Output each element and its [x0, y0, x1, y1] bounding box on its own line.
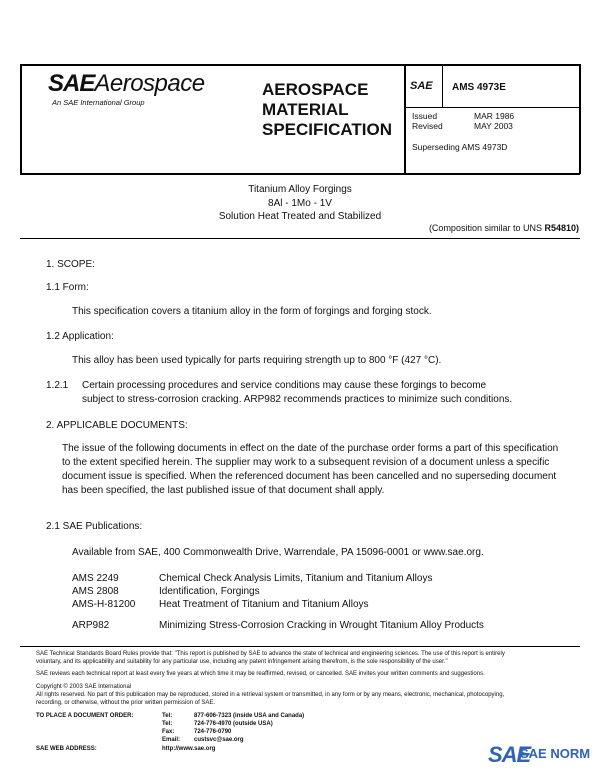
fax-label: Fax: [162, 729, 175, 735]
header-divider-horizontal [404, 107, 580, 108]
web-value[interactable]: http://www.sae.org [162, 746, 216, 752]
spec-title-line-2: MATERIAL [262, 100, 349, 119]
header-right-rule [579, 64, 581, 174]
doc-code: AMS 2249 [72, 573, 119, 584]
header-top-rule [20, 64, 580, 66]
sae-norm-stamp-text [520, 746, 590, 761]
email-value[interactable]: custsvc@sae.org [194, 737, 244, 743]
section-1-2-text: This alloy has been used typically for parts requiring strength up to 800 °F (427 °C). [72, 355, 442, 366]
issued-label: Issued [412, 111, 438, 121]
doc-title: Heat Treatment of Titanium and Titanium Alloys [159, 599, 369, 610]
material-title-line-2: 8Al - 1Mo - 1V [268, 198, 332, 209]
section-1-2-1-line-1: Certain processing procedures and service conditions may cause these forgings to become [82, 380, 487, 391]
ams-number: AMS 4973E [452, 82, 506, 93]
section-1-2-1-number: 1.2.1 [46, 380, 69, 391]
section-1-2-1-line-2: subject to stress-corrosion cracking. ARP982 recommends practices to minimize such conditions. [82, 394, 513, 405]
sae-mark: SAE [410, 80, 433, 92]
section-2-1-heading: 2.1 SAE Publications: [46, 521, 143, 532]
doc-title: Identification, Forgings [159, 586, 260, 597]
revised-label: Revised [412, 121, 443, 131]
section-1-heading: 1. SCOPE: [46, 259, 95, 270]
header-bottom-rule [20, 173, 580, 175]
header-divider-ams [442, 64, 443, 108]
footer-rights-line-2: recording, or otherwise, without the prior written permission of SAE. [36, 700, 216, 706]
tel-label: Tel: [162, 713, 173, 719]
section-1-2-heading: 1.2 Application: [46, 331, 114, 342]
fax-value: 724-776-0790 [194, 729, 232, 735]
doc-code: AMS-H-81200 [72, 599, 136, 610]
footer-rule [20, 646, 580, 647]
email-label: Email: [162, 737, 181, 743]
superseding: Superseding AMS 4973D [412, 142, 508, 152]
footer-review: SAE reviews each technical report at least every five years at which time it may be reaffirmed, revised, or cancelled. SAE invites your written comments and suggestions. [36, 671, 485, 677]
spec-title-line-3: SPECIFICATION [262, 120, 393, 139]
section-2-text: The issue of the following documents in effect on the date of the purchase order forms a part of this specification to the extent specified herein. The supplier may work to a subsequent revision of a document unless a specific document issue is specified. When the referenced document has been cancelled and no superseding document has been specified, the last published issue of that document shall apply. [62, 443, 559, 496]
section-2-heading: 2. APPLICABLE DOCUMENTS: [46, 420, 188, 431]
tel2-label: Tel: [162, 721, 173, 727]
footer-rules-line-1 [36, 650, 505, 658]
stamp-sae-text: SAE [488, 742, 531, 767]
section-1-1-heading: 1.1 Form: [46, 282, 89, 293]
section-1-1-text: This specification covers a titanium alloy in the form of forgings and forging stock. [72, 306, 432, 317]
issued-date: MAR 1986 [474, 111, 515, 121]
header-left-rule [20, 64, 22, 174]
title-block-rule [20, 238, 580, 239]
doc-title: Minimizing Stress-Corrosion Cracking in Wrought Titanium Alloy Products [159, 620, 484, 631]
footer-rights-line-1: All rights reserved. No part of this publication may be reproduced, stored in a retrieval system or transmitted, in any form or by any means, electronic, mechanical, photocopying, [36, 692, 505, 698]
tel-value: 877-606-7323 (inside USA and Canada) [194, 713, 305, 719]
footer-rules-lead: SAE Technical Standards Board Rules provide that: [36, 651, 173, 657]
section-2-1-text: Available from SAE, 400 Commonwealth Drive, Warrendale, PA 15096-0001 or www.sae.org. [72, 547, 484, 558]
material-title-line-3: Solution Heat Treated and Stabilized [218, 211, 382, 222]
footer-rules-line-2: voluntary, and its applicability and suitability for any particular use, including any patent infringement arising therefrom, is the sole responsibility of the user." [36, 659, 448, 665]
footer-copyright: Copyright © 2003 SAE International [36, 684, 132, 690]
tel2-value: 724-776-4970 (outside USA) [194, 721, 273, 727]
stamp-norm-text: SAE NORM [520, 746, 591, 761]
web-label: SAE WEB ADDRESS: [36, 746, 97, 752]
doc-code: ARP982 [72, 620, 110, 631]
spec-title [262, 80, 392, 140]
footer-rules-text: "This report is published by SAE to advance the state of technical and engineering sciences. The use of this report is entirely [172, 651, 505, 657]
composition-suffix: ) [576, 223, 579, 233]
header-divider-vertical [404, 64, 406, 174]
logo-aerospace-text: Aerospace [94, 70, 205, 97]
doc-title: Chemical Check Analysis Limits, Titanium and Titanium Alloys [159, 573, 433, 584]
doc-code: AMS 2808 [72, 586, 119, 597]
composition-uns: R54810 [544, 223, 576, 233]
sae-aerospace-logo [48, 72, 205, 96]
logo-subtitle: An SAE International Group [52, 98, 145, 107]
order-label: TO PLACE A DOCUMENT ORDER: [36, 713, 134, 719]
composition-note [429, 223, 579, 233]
revised-date: MAY 2003 [474, 121, 513, 131]
logo-sae-text: SAE [48, 70, 95, 97]
material-title-line-1: Titanium Alloy Forgings [248, 184, 352, 195]
composition-prefix: (Composition similar to UNS [428, 223, 545, 233]
spec-title-line-1: AEROSPACE [262, 80, 369, 99]
